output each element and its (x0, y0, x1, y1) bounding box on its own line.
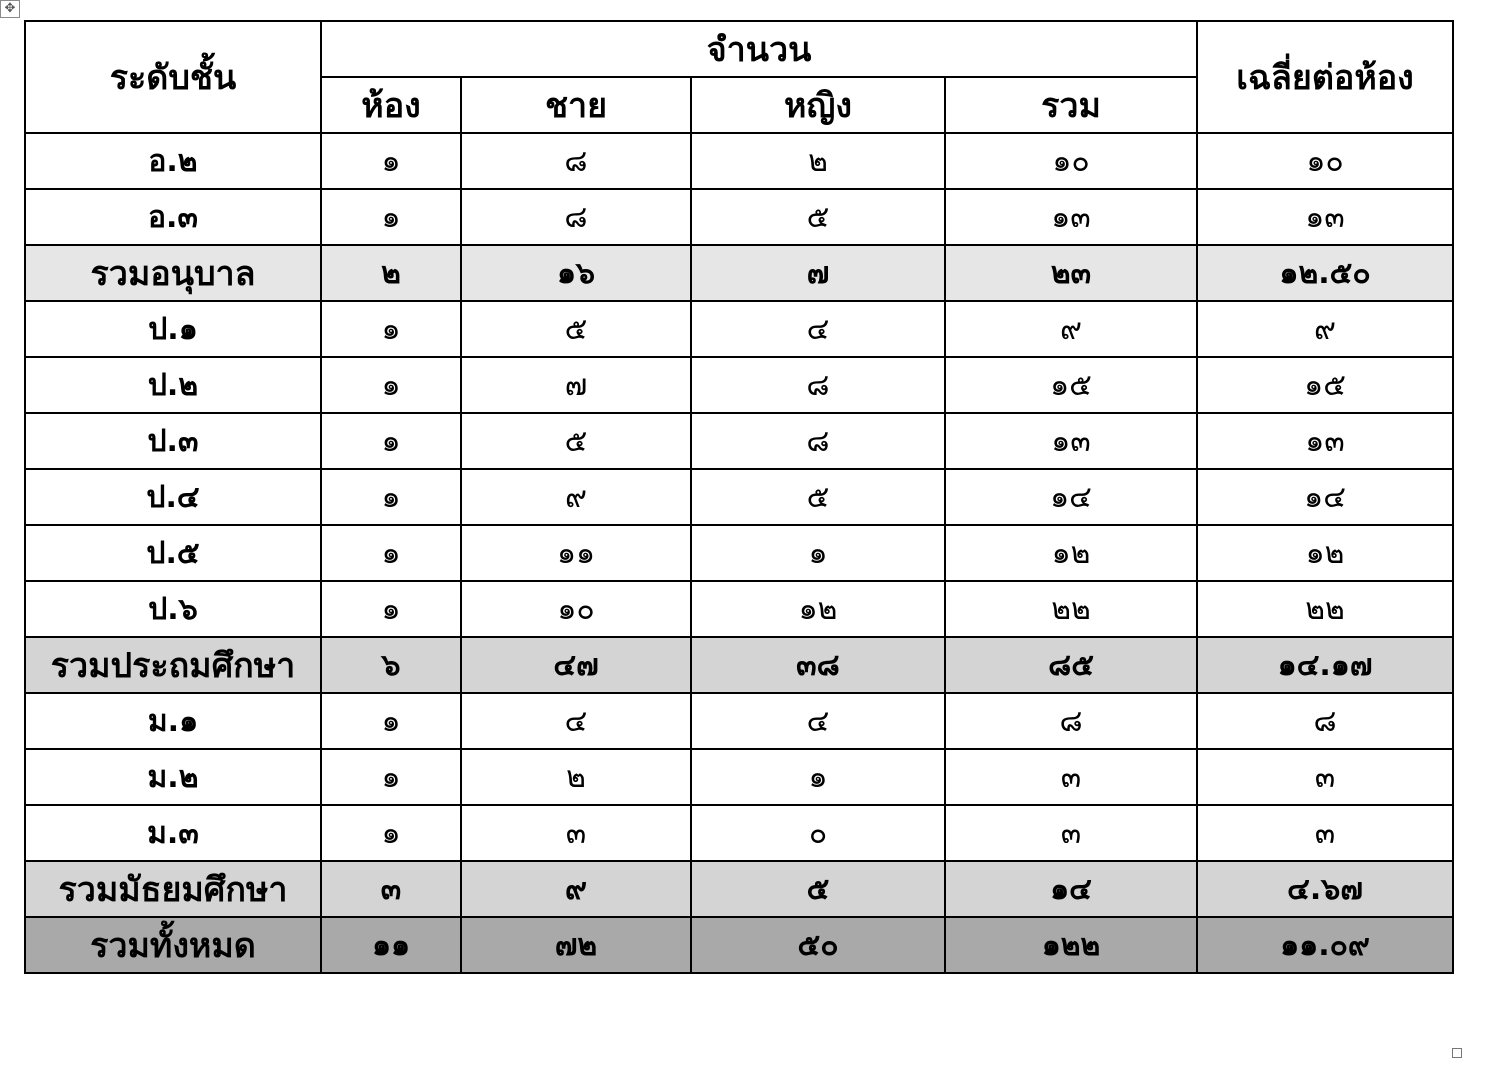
cell-total: ๘๕ (945, 637, 1197, 693)
cell-male: ๗ (461, 357, 691, 413)
cell-total: ๓ (945, 805, 1197, 861)
cell-level: ป.๑ (25, 301, 321, 357)
cell-female: ๗ (691, 245, 945, 301)
cell-avg: ๑๒.๕๐ (1197, 245, 1453, 301)
cell-level: ม.๑ (25, 693, 321, 749)
cell-male: ๑๑ (461, 525, 691, 581)
cell-female: ๕ (691, 861, 945, 917)
cell-female: ๕๐ (691, 917, 945, 973)
cell-total: ๑๓ (945, 189, 1197, 245)
cell-rooms: ๑๑ (321, 917, 461, 973)
cell-level: ป.๒ (25, 357, 321, 413)
cell-female: ๔ (691, 301, 945, 357)
cell-female: ๑ (691, 525, 945, 581)
cell-level: ป.๖ (25, 581, 321, 637)
cell-male: ๕ (461, 301, 691, 357)
cell-level: รวมประถมศึกษา (25, 637, 321, 693)
cell-rooms: ๑ (321, 357, 461, 413)
cell-level: รวมมัธยมศึกษา (25, 861, 321, 917)
cell-female: ๓๘ (691, 637, 945, 693)
header-rooms: ห้อง (321, 77, 461, 133)
cell-total: ๙ (945, 301, 1197, 357)
cell-male: ๑๖ (461, 245, 691, 301)
cell-female: ๑ (691, 749, 945, 805)
cell-rooms: ๑ (321, 301, 461, 357)
cell-avg: ๓ (1197, 805, 1453, 861)
cell-total: ๑๒ (945, 525, 1197, 581)
cell-male: ๗๒ (461, 917, 691, 973)
cell-male: ๕ (461, 413, 691, 469)
cell-female: ๒ (691, 133, 945, 189)
cell-female: ๘ (691, 357, 945, 413)
cell-rooms: ๑ (321, 413, 461, 469)
cell-avg: ๔.๖๗ (1197, 861, 1453, 917)
cell-female: ๕ (691, 189, 945, 245)
header-total: รวม (945, 77, 1197, 133)
cell-male: ๘ (461, 133, 691, 189)
cell-male: ๑๐ (461, 581, 691, 637)
cell-level: ม.๒ (25, 749, 321, 805)
cell-rooms: ๑ (321, 525, 461, 581)
cell-male: ๘ (461, 189, 691, 245)
cell-rooms: ๑ (321, 189, 461, 245)
cell-male: ๔๗ (461, 637, 691, 693)
cell-avg: ๑๔.๑๗ (1197, 637, 1453, 693)
cell-avg: ๑๓ (1197, 413, 1453, 469)
table-row (25, 581, 1453, 637)
cell-rooms: ๑ (321, 469, 461, 525)
cell-avg: ๑๑.๐๙ (1197, 917, 1453, 973)
primary-subtotal-row (25, 637, 1453, 693)
cell-avg: ๒๒ (1197, 581, 1453, 637)
cell-female: ๑๒ (691, 581, 945, 637)
cell-total: ๑๒๒ (945, 917, 1197, 973)
cell-female: ๔ (691, 693, 945, 749)
cell-avg: ๙ (1197, 301, 1453, 357)
table-row (25, 749, 1453, 805)
cell-level: รวมทั้งหมด (25, 917, 321, 973)
table-row (25, 413, 1453, 469)
cell-total: ๒๒ (945, 581, 1197, 637)
cell-total: ๑๓ (945, 413, 1197, 469)
table-resize-handle[interactable] (1452, 1048, 1462, 1058)
cell-avg: ๑๐ (1197, 133, 1453, 189)
cell-rooms: ๑ (321, 749, 461, 805)
table-row (25, 525, 1453, 581)
cell-avg: ๑๔ (1197, 469, 1453, 525)
cell-rooms: ๑ (321, 805, 461, 861)
cell-total: ๑๐ (945, 133, 1197, 189)
cell-female: ๐ (691, 805, 945, 861)
cell-level: ป.๕ (25, 525, 321, 581)
table-row (25, 301, 1453, 357)
table-row (25, 357, 1453, 413)
header-male: ชาย (461, 77, 691, 133)
cell-rooms: ๑ (321, 693, 461, 749)
cell-total: ๒๓ (945, 245, 1197, 301)
student-statistics-table (24, 20, 1454, 974)
header-avg-per-room: เฉลี่ยต่อห้อง (1197, 21, 1453, 133)
cell-male: ๓ (461, 805, 691, 861)
cell-total: ๓ (945, 749, 1197, 805)
cell-rooms: ๓ (321, 861, 461, 917)
cell-rooms: ๖ (321, 637, 461, 693)
cell-avg: ๑๒ (1197, 525, 1453, 581)
cell-level: รวมอนุบาล (25, 245, 321, 301)
table-row (25, 189, 1453, 245)
cell-total: ๑๔ (945, 469, 1197, 525)
cell-level: ม.๓ (25, 805, 321, 861)
secondary-subtotal-row (25, 861, 1453, 917)
cell-level: ป.๓ (25, 413, 321, 469)
table-move-handle[interactable] (0, 0, 20, 18)
cell-male: ๙ (461, 861, 691, 917)
cell-total: ๘ (945, 693, 1197, 749)
cell-female: ๕ (691, 469, 945, 525)
cell-male: ๒ (461, 749, 691, 805)
cell-rooms: ๑ (321, 133, 461, 189)
cell-total: ๑๔ (945, 861, 1197, 917)
table-row (25, 805, 1453, 861)
cell-avg: ๑๕ (1197, 357, 1453, 413)
cell-avg: ๑๓ (1197, 189, 1453, 245)
header-female: หญิง (691, 77, 945, 133)
cell-level: อ.๓ (25, 189, 321, 245)
move-arrows-icon: ✥ (4, 1, 16, 16)
cell-level: ป.๔ (25, 469, 321, 525)
cell-rooms: ๒ (321, 245, 461, 301)
grand-total-row (25, 917, 1453, 973)
cell-avg: ๘ (1197, 693, 1453, 749)
table-row (25, 693, 1453, 749)
header-level: ระดับชั้น (25, 21, 321, 133)
table-row (25, 469, 1453, 525)
cell-female: ๘ (691, 413, 945, 469)
header-count-group: จำนวน (321, 21, 1197, 77)
cell-avg: ๓ (1197, 749, 1453, 805)
table-row (25, 133, 1453, 189)
cell-total: ๑๕ (945, 357, 1197, 413)
cell-male: ๙ (461, 469, 691, 525)
cell-male: ๔ (461, 693, 691, 749)
kindergarten-subtotal-row (25, 245, 1453, 301)
cell-level: อ.๒ (25, 133, 321, 189)
cell-rooms: ๑ (321, 581, 461, 637)
